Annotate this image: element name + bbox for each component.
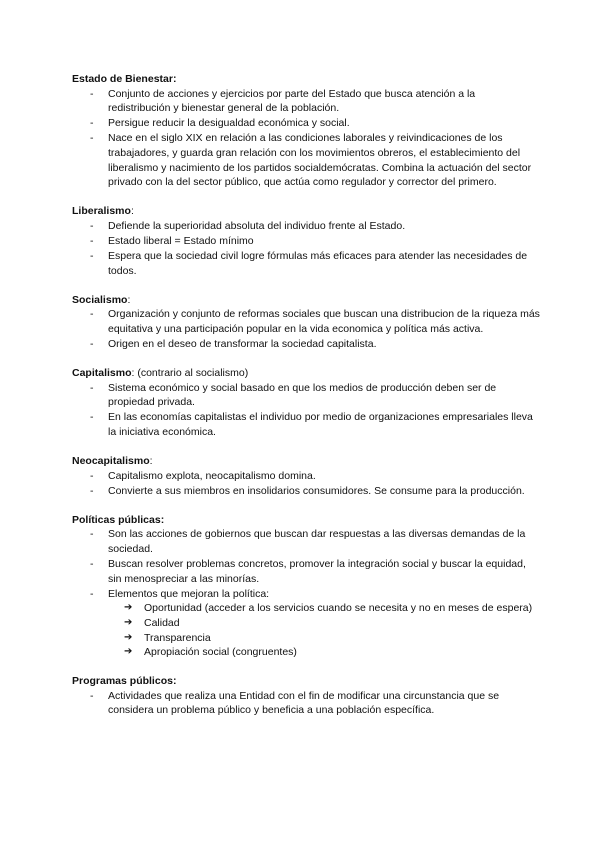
list-item: - Estado liberal = Estado mínimo — [108, 234, 540, 249]
section-heading — [72, 72, 540, 87]
sub-list-item — [124, 616, 540, 631]
list-item — [108, 587, 540, 660]
heading-term: Programas públicos: — [72, 675, 177, 688]
bullet-list — [72, 381, 540, 440]
heading-term: Políticas públicas: — [72, 513, 165, 526]
list-item: - Persigue reducir la desigualdad económica y social. — [108, 116, 540, 131]
list-item: - Espera que la sociedad civil logre fórmulas más eficaces para atender las necesidades de todos. — [108, 249, 540, 278]
section-heading — [72, 674, 540, 689]
section-estado-de-bienestar — [72, 72, 540, 190]
list-item: - Convierte a sus miembros en insolidarios consumidores. Se consume para la producción. — [108, 484, 540, 499]
heading-term: Estado de Bienestar: — [72, 73, 177, 85]
arrow-icon: ➔ — [124, 617, 133, 628]
list-item: - Sistema económico y social basado en que los medios de producción deben ser de propiedad privada. — [108, 381, 540, 410]
list-item: - Son las acciones de gobiernos que buscan dar respuestas a las diversas demandas de la sociedad. — [108, 527, 540, 556]
heading-suffix: : — [127, 293, 131, 306]
sub-list-item-text: Transparencia — [144, 631, 211, 644]
list-item: - En las economías capitalistas el individuo por medio de organizaciones empresariales lleva la iniciativa económica. — [108, 410, 540, 439]
heading-suffix: : (contrario al socialismo) — [131, 367, 249, 380]
section-liberalismo — [72, 204, 540, 278]
heading-term: Socialismo — [72, 293, 128, 306]
list-item: - Conjunto de acciones y ejercicios por parte del Estado que busca atención a la redistribución y bienestar general de la población. — [108, 87, 540, 116]
bullet-list — [72, 87, 540, 190]
sub-list-item — [124, 601, 540, 616]
sub-list-item-text: Oportunidad (acceder a los servicios cuando se necesita y no en meses de espera) — [144, 602, 533, 615]
list-item: - Organización y conjunto de reformas sociales que buscan una distribucion de la riqueza más equitativa y una participación popular en la vida economica y política más activa. — [108, 307, 540, 336]
list-item-text: Elementos que mejoran la política: — [108, 587, 270, 600]
bullet-list — [72, 307, 540, 351]
heading-suffix: : — [130, 205, 134, 218]
bullet-list — [72, 689, 540, 718]
list-item: - Capitalismo explota, neocapitalismo domina. — [108, 469, 540, 484]
sub-list-item-text: Apropiación social (congruentes) — [144, 646, 297, 659]
section-heading — [72, 204, 540, 219]
section-programas-publicos — [72, 674, 540, 718]
section-socialismo — [72, 293, 540, 352]
heading-term: Neocapitalismo — [72, 455, 150, 468]
heading-term: Liberalismo — [72, 205, 131, 218]
bullet-list — [72, 469, 540, 499]
list-item: - Origen en el deseo de transformar la sociedad capitalista. — [108, 337, 540, 352]
arrow-icon: ➔ — [124, 602, 133, 614]
heading-term: Capitalismo — [72, 367, 132, 380]
arrow-icon: ➔ — [124, 646, 133, 658]
arrow-icon: ➔ — [124, 631, 133, 643]
section-neocapitalismo — [72, 454, 540, 498]
section-heading — [72, 454, 540, 469]
bullet-list — [72, 527, 540, 659]
list-item: - Nace en el siglo XIX en relación a las condiciones laborales y reivindicaciones de los trabajadores, y guarda gran relación con los movimientos obreros, el establecimiento del liberalismo y nacimiento de los partidos socialdemócratas. Combina la actuación del sector privado con la del sector público, que actúa como regulador y corrector del primero. — [108, 131, 540, 189]
sub-list-item-text: Calidad — [144, 617, 180, 629]
heading-suffix: : — [149, 455, 153, 468]
section-heading — [72, 513, 540, 528]
sub-list — [108, 601, 540, 659]
bullet-list — [72, 219, 540, 278]
section-politicas-publicas — [72, 513, 540, 660]
list-item: - Buscan resolver problemas concretos, promover la integración social y buscar la equidad, sin menospreciar a las minorías. — [108, 557, 540, 586]
section-heading — [72, 293, 540, 308]
section-heading — [72, 366, 540, 381]
sub-list-item — [124, 645, 540, 660]
sub-list-item — [124, 631, 540, 646]
list-item: - Defiende la superioridad absoluta del individuo frente al Estado. — [108, 219, 540, 234]
section-capitalismo — [72, 366, 540, 439]
list-item: - Actividades que realiza una Entidad con el fin de modificar una circunstancia que se considera un problema público y beneficia a una población específica. — [108, 689, 540, 718]
